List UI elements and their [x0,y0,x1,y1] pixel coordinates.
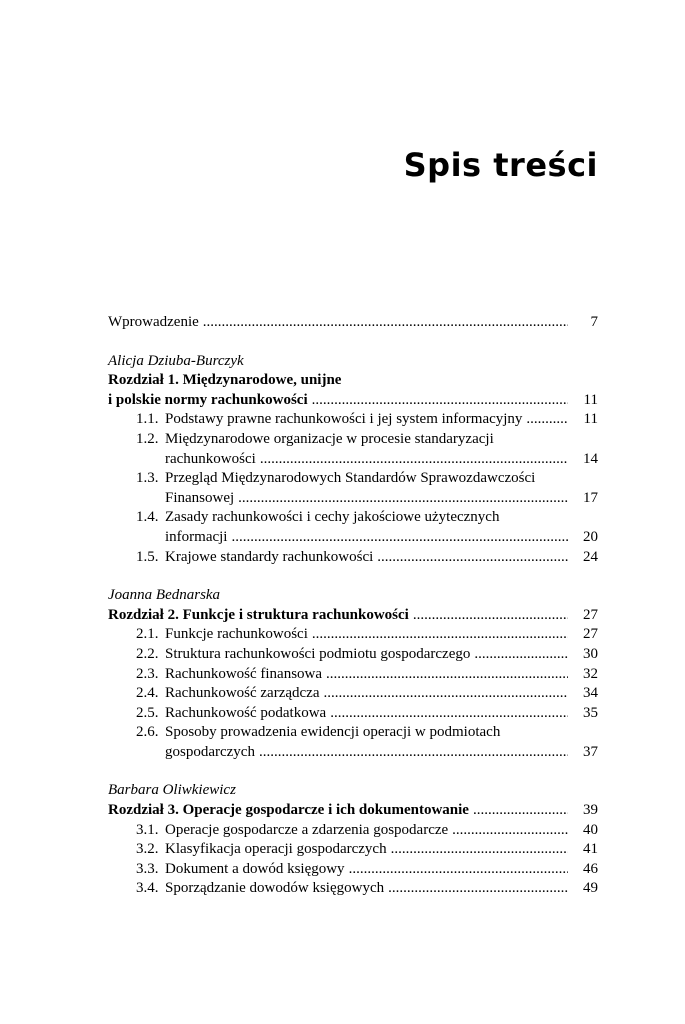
toc-entry-section[interactable] [108,508,598,528]
leader-dots [326,665,568,685]
toc-entry-label: Operacje gospodarcze a zdarzenia gospodarcze [165,821,449,838]
toc-entry-section[interactable] [108,879,598,899]
toc-entry-section[interactable] [108,430,598,450]
toc-entry-label: i polskie normy rachunkowości [108,391,308,408]
toc-page-number: 49 [583,880,598,897]
toc-page-number: 11 [583,391,598,408]
toc-entry-label: Wprowadzenie [108,314,199,330]
toc-page-number: 41 [583,841,598,858]
leader-dots [312,625,568,645]
toc-entry-label: Rachunkowość zarządcza [165,685,320,702]
leader-dots [452,821,568,841]
toc-entry-continuation[interactable] [108,489,598,509]
toc-page-number: 39 [583,802,598,819]
chapter-heading: Rozdział 1. Międzynarodowe, unijne [108,372,342,389]
toc-entry-label: Rachunkowość finansowa [165,665,323,682]
section-number: 1.1. [136,411,159,428]
toc-entry-label: Międzynarodowe organizacje w procesie standaryzacji [165,430,494,447]
section-number: 1.3. [136,470,159,487]
leader-dots [238,489,568,509]
toc-entry-section[interactable] [108,821,598,841]
toc-entry-chapter[interactable] [108,391,598,411]
section-number: 1.5. [136,548,159,565]
toc-entry-continuation[interactable] [108,528,598,548]
toc-page-number: 27 [583,626,598,643]
table-of-contents [108,313,598,899]
leader-dots [377,548,568,568]
leader-dots [231,528,568,548]
toc-page-number: 40 [583,821,598,838]
leader-dots [324,684,569,704]
toc-entry-chapter[interactable] [108,606,598,626]
page-title: Spis treści [403,146,598,184]
toc-entry-label: gospodarczych [165,743,255,760]
toc-entry-label: Klasyfikacja operacji gospodarczych [165,841,387,858]
toc-page-number: 34 [583,685,598,702]
toc-entry-label: Struktura rachunkowości podmiotu gospodarczego [165,645,471,662]
leader-dots [473,801,568,821]
toc-entry-section[interactable] [108,665,598,685]
toc-entry-label: Rozdział 2. Funkcje i struktura rachunkowości [108,606,409,623]
toc-entry-label: Funkcje rachunkowości [165,626,308,643]
leader-dots [349,860,568,880]
leader-dots [203,313,568,333]
toc-entry-section[interactable] [108,723,598,743]
toc-entry-label: Zasady rachunkowości i cechy jakościowe użytecznych [165,509,500,526]
leader-dots [413,606,568,626]
toc-entry-continuation[interactable] [108,450,598,470]
section-number: 2.3. [136,665,159,682]
toc-entry-label: Rozdział 3. Operacje gospodarcze i ich dokumentowanie [108,802,469,819]
toc-entry-chapter[interactable] [108,801,598,821]
leader-dots [388,879,568,899]
toc-entry-intro[interactable] [108,313,598,333]
toc-entry-section[interactable] [108,410,598,430]
section-number: 2.5. [136,704,159,721]
toc-entry-label: Krajowe standardy rachunkowości [165,548,374,565]
section-number: 3.2. [136,841,159,858]
toc-entry-section[interactable] [108,704,598,724]
toc-entry-label: Finansowej [165,489,235,506]
toc-page-number: 14 [583,450,598,467]
toc-page-number: 24 [583,548,598,565]
toc-entry-label: Sposoby prowadzenia ewidencji operacji w podmiotach [165,724,501,741]
toc-entry-label: Przegląd Międzynarodowych Standardów Sprawozdawczości [165,470,536,487]
leader-dots [330,704,568,724]
toc-page-number: 32 [583,665,598,682]
section-number: 2.6. [136,724,159,741]
chapter-author: Alicja Dziuba-Burczyk [108,352,244,369]
section-number: 2.1. [136,626,159,643]
toc-entry-label: Rachunkowość podatkowa [165,704,327,721]
toc-entry-label: informacji [165,528,228,545]
toc-entry-section[interactable] [108,469,598,489]
chapter-author: Barbara Oliwkiewicz [108,782,236,799]
toc-entry-section[interactable] [108,645,598,665]
toc-page-number: 20 [583,528,598,545]
toc-entry-section[interactable] [108,625,598,645]
section-number: 2.2. [136,645,159,662]
toc-page-number: 27 [583,606,598,623]
toc-page-number: 17 [583,489,598,506]
leader-dots [259,743,568,763]
toc-entry-continuation[interactable] [108,743,598,763]
leader-dots [526,410,568,430]
toc-entry-section[interactable] [108,840,598,860]
leader-dots [312,391,568,411]
section-number: 3.4. [136,880,159,897]
leader-dots [391,840,568,860]
toc-entry-label: Sporządzanie dowodów księgowych [165,880,385,897]
chapter-author: Joanna Bednarska [108,587,221,604]
section-number: 3.3. [136,860,159,877]
toc-page-number: 7 [590,314,598,330]
section-number: 1.4. [136,509,159,526]
toc-page-number: 11 [583,411,598,428]
section-number: 3.1. [136,821,159,838]
leader-dots [474,645,568,665]
toc-page-number: 46 [583,860,598,877]
toc-page-number: 30 [583,645,598,662]
toc-entry-section[interactable] [108,548,598,568]
toc-page-number: 35 [583,704,598,721]
leader-dots [260,450,568,470]
toc-page-number: 37 [583,743,598,760]
toc-entry-label: Dokument a dowód księgowy [165,860,345,877]
section-number: 2.4. [136,685,159,702]
toc-entry-section[interactable] [108,684,598,704]
toc-entry-label: rachunkowości [165,450,256,467]
section-number: 1.2. [136,430,159,447]
toc-entry-section[interactable] [108,860,598,880]
toc-entry-label: Podstawy prawne rachunkowości i jej system informacyjny [165,411,523,428]
